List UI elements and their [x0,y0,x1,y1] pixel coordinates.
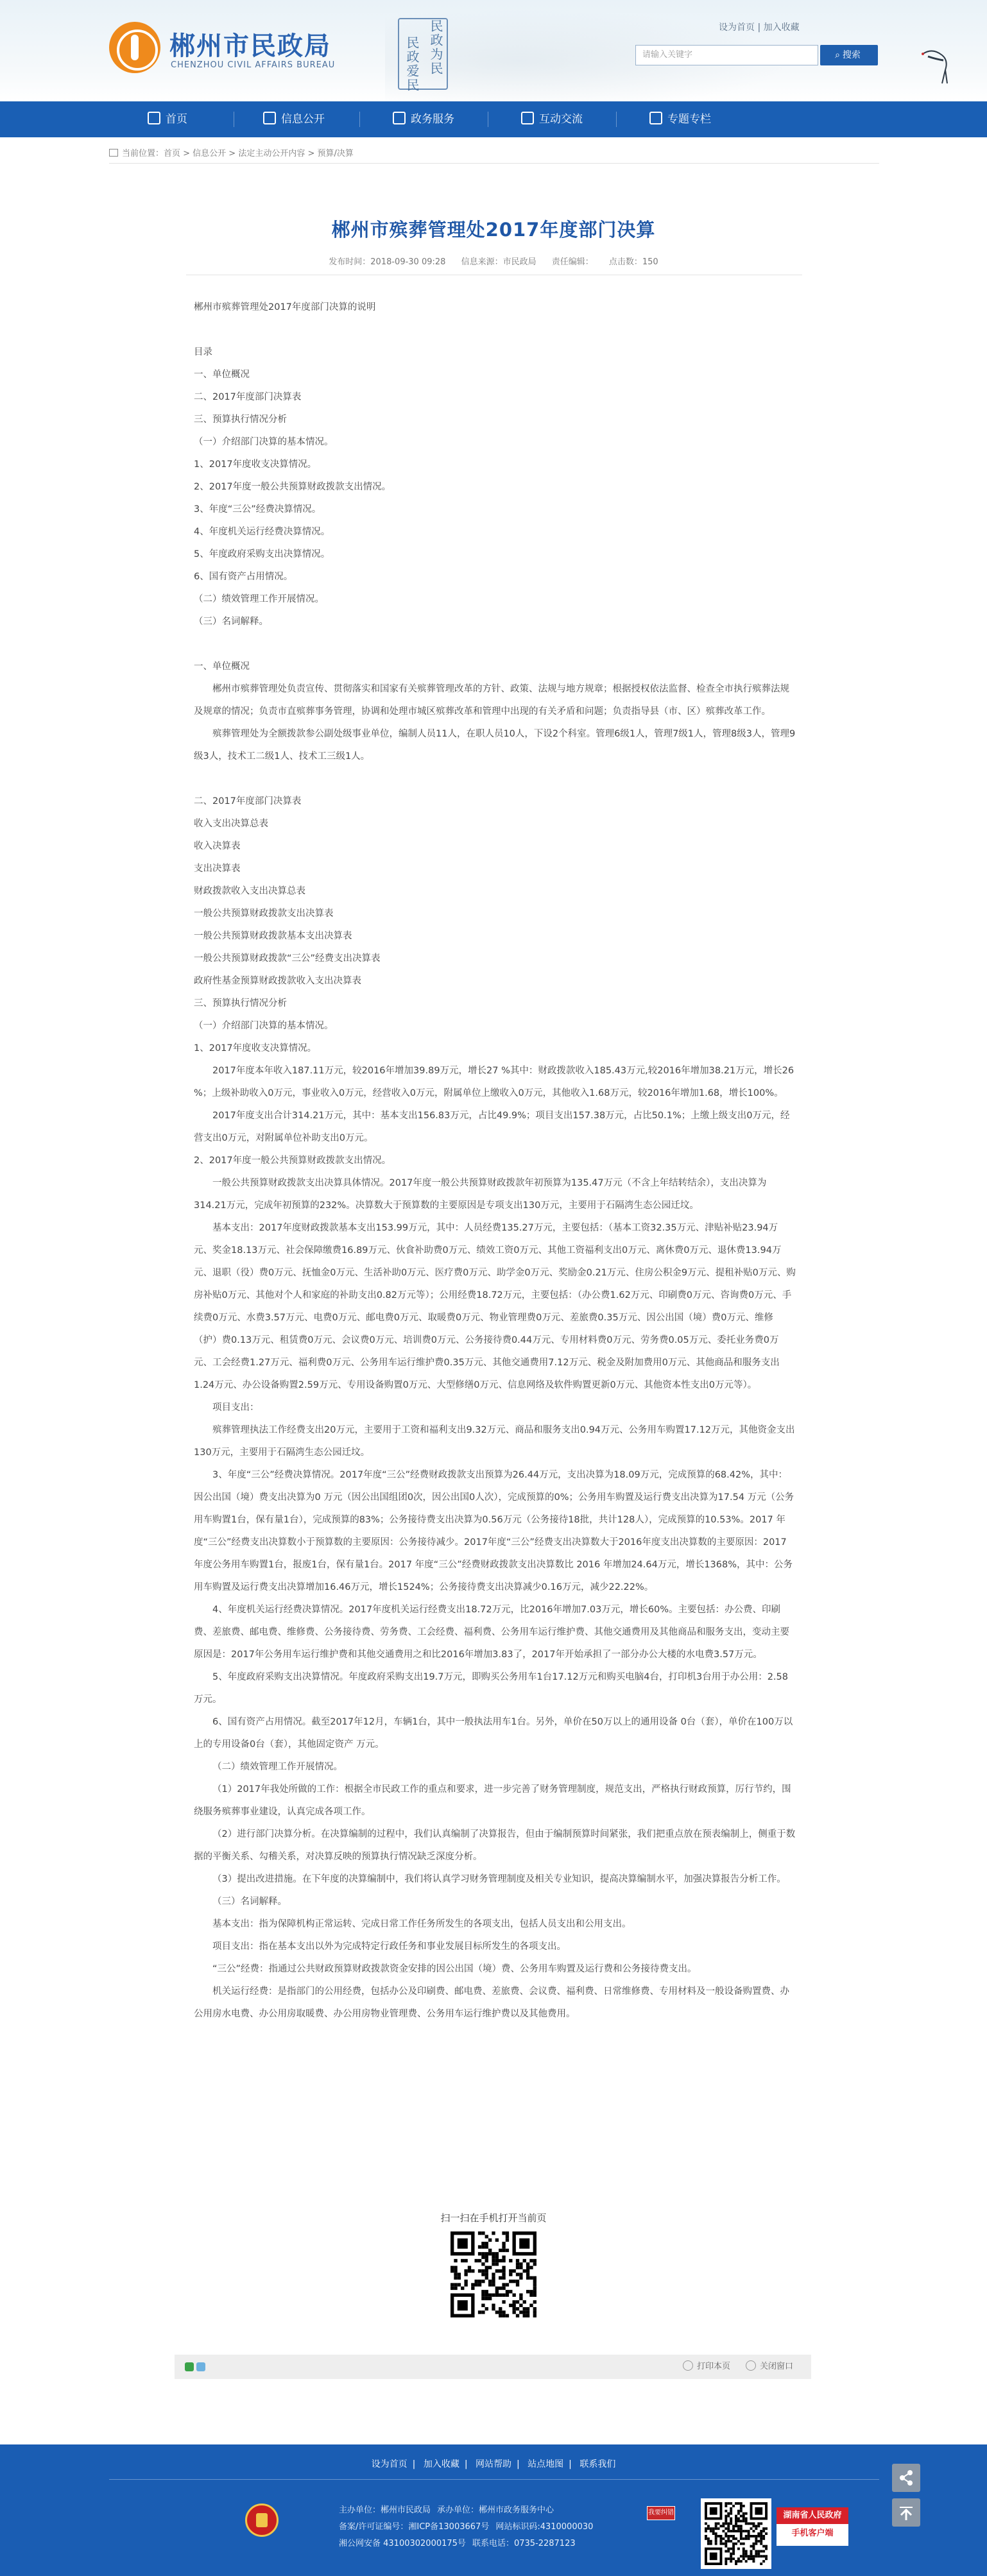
site-header [0,0,987,101]
footer-link[interactable]: 站点地图 [528,2459,564,2469]
footer-divider [109,2479,879,2480]
article-paragraph: 殡葬管理处为全额拨款参公副处级事业单位，编制人员11人，在职人员10人，下设2个科室。管理6级1人，管理7级1人，管理8级3人，管理9级3人，技术工二级1人、技术工三级1人。 [194,729,796,762]
article-paragraph: 二、2017年度部门决算表 [194,392,302,402]
article-paragraph: 支出决算表 [194,864,241,874]
site-logo-icon[interactable] [109,22,160,73]
article-paragraph: （3）提出改进措施。在下年度的决算编制中，我们将认真学习财务管理制度及相关专业知识，提高决算编制水平，加强决算报告分析工作。 [212,1874,786,1884]
article-paragraph: 2、2017年度一般公共预算财政拨款支出情况。 [194,482,391,492]
divider [109,163,879,164]
footer-link[interactable]: 加入收藏 [423,2459,459,2469]
article-paragraph: 目录 [194,347,212,357]
share-float-button[interactable] [892,2464,920,2492]
article-paragraph: 6、国有资产占用情况。截至2017年12月，车辆1台，其中一般执法用车1台。另外，单价在50万以上的通用设备 0台（套），单价在100万以上的专用设备0台（套），其他固定资产 万元。 [194,1717,793,1750]
article-paragraph: 4、年度机关运行经费决算情况。2017年度机关运行经费支出18.72万元，比2016年增加7.03万元，增长60%。主要包括：办公费、印刷费、差旅费、邮电费、维修费、公务接待费、劳务费、工会经费、福利费、公务用车运行维护费、其他交通费用及其他商品和服务支出，变动主要原因是：2017年公务用车运行维护费和其他交通费用之和比2016年增加3.83了，2017年开始承担了一部分办公大楼的水电费3.57万元。 [194,1605,789,1660]
footer-info [339,2502,599,2552]
article-paragraph: 财政拨款收入支出决算总表 [194,886,305,896]
nav-gov-service-label: 政务服务 [411,113,454,126]
blank-line [194,768,796,790]
arrow-up-icon [892,2498,920,2527]
article-paragraph: 1、2017年度收支决算情况。 [194,459,317,470]
top-links[interactable]: 设为首页 | 加入收藏 [719,22,800,33]
page-qr-code [451,2231,536,2317]
footer-link[interactable]: 联系我们 [579,2459,616,2469]
gov-app-subtitle: 手机客户端 [791,2529,834,2538]
article-paragraph: 5、年度政府采购支出决算情况。年度政府采购支出19.7万元，即购买公务用车1台17.12万元和购买电脑4台，打印机3台用于办公用：2.58万元。 [194,1672,788,1705]
site-subtitle: CHENZHOU CIVIL AFFAIRS BUREAU [171,60,336,70]
nav-divider [359,112,360,127]
article-paragraph: 收入支出决算总表 [194,819,268,829]
article-paragraph: 一般公共预算财政拨款支出决算表 [194,908,334,919]
qr-code-icon [451,2231,536,2317]
footer-sponsor: 主办单位：郴州市民政局 [339,2505,431,2515]
article-paragraph: 基本支出：指为保障机构正常运转、完成日常工作任务所发生的各项支出，包括人员支出和公用支出。 [212,1919,631,1929]
breadcrumb-path[interactable]: 首页 > 信息公开 > 法定主动公开内容 > 预算/决算 [164,149,354,158]
article-paragraph: 2、2017年度一般公共预算财政拨款支出情况。 [194,1156,391,1166]
share-icon [892,2464,920,2492]
home-icon [109,149,118,157]
article-paragraph: 殡葬管理执法工作经费支出20万元，主要用于工资和福利支出9.32万元、商品和服务支出0.94万元、公务用车购置17.12万元，其他资金支出130万元，主要用于石隔湾生态公园迁坟。 [194,1425,795,1458]
breadcrumb [109,146,354,158]
nav-info-public-label: 信息公开 [281,113,325,126]
article-paragraph: （一）介绍部门决算的基本情况。 [194,1021,334,1031]
nav-divider [616,112,617,127]
article-paragraph: 2017年度本年收入187.11万元，较2016年增加39.89万元，增长27 %其中：财政拨款收入185.43万元,较2016年增加38.21万元，增长26 %；上级补助收入0万元，事业收入0万元，经营收入0万元，附属单位上缴收入0万元，其他收入1.68万元，较2016年增加1.68，增长100%。 [194,1066,794,1098]
nav-interaction-label: 互动交流 [539,113,583,126]
footer-link[interactable]: 设为首页 [371,2459,408,2469]
article-paragraph: （2）进行部门决算分析。在决算编制的过程中，我们认真编制了决算报告，但由于编制预算时间紧张，我们把重点放在预表编制上，侧重于数据的平衡关系、勾稽关系，对决算反映的预算执行情况缺乏深度分析。 [194,1829,796,1862]
search-button[interactable] [820,45,878,65]
article-paragraph: 基本支出：2017年度财政拨款基本支出153.99万元，其中：人员经费135.27万元，主要包括：（基本工资32.35万元、津贴补贴23.94万元、奖金18.13万元、社会保障缴费16.89万元、伙食补助费0万元、绩效工资0万元、其他工资福利支出0万元、离休费0万元、退休费13.94万元、退职（役）费0万元、抚恤金0万元、生活补助0万元、医疗费0万元、助学金0万元、奖励金0.21万元、住房公积金9万元、提租补贴0万元、购房补贴0万元、其他对个人和家庭的补助支出0.82万元等）；公用经费18.72万元，主要包括：（办公费1.62万元、印刷费0万元、咨询费0万元、手续费0万元、水费3.57万元、电费0万元、邮电费0万元、取暖费0万元、物业管理费0万元、差旅费0.35万元、因公出国（境）费0万元、维修（护）费0.13万元、租赁费0万元、会议费0万元、培训费0万元、公务接待费0.44万元、专用材料费0万元、劳务费0.05万元、委托业务费0万元、工会经费1.27万元、福利费0万元、公务用车运行维护费0.35万元、其他交通费用7.12万元、税金及附加费用0万元、其他商品和服务支出1.24万元、办公设备购置2.59万元、专用设备购置0万元、大型修缮0万元、信息网络及软件购置更新0万元、其他资本性支出0万元等）。 [194,1223,796,1390]
breadcrumb-prefix: 当前位置： [122,149,164,158]
article-paragraph: 一般公共预算财政拨款支出决算具体情况。2017年度一般公共预算财政拨款年初预算为135.47万元（不含上年结转结余），支出决算为314.21万元，完成年初预算的232%。决算数大于预算数的主要原因是专项支出130万元，主要用于石隔湾生态公园迁坟。 [194,1178,767,1211]
qr-code-icon [705,2502,768,2565]
article-paragraph: 3、年度“三公”经费决算情况。 [194,504,322,515]
article-paragraph: （1）2017年我处所做的工作：根据全市民政工作的重点和要求，进一步完善了财务管理制度，规范支出，严格执行财政预算，厉行节约，围绕服务殡葬事业建设，认真完成各项工作。 [194,1784,791,1817]
site-footer [0,2444,987,2576]
nav-info-public[interactable] [263,101,325,137]
nav-home-label: 首页 [166,113,187,126]
article-paragraph: 项目支出：指在基本支出以外为完成特定行政任务和事业发展目标所发生的各项支出。 [212,1941,566,1952]
article-paragraph: 三、预算执行情况分析 [194,998,287,1009]
article-paragraph: 二、2017年度部门决算表 [194,796,302,806]
article-paragraph: 一般公共预算财政拨款基本支出决算表 [194,931,352,941]
article-paragraph: 6、国有资产占用情况。 [194,572,293,582]
article-paragraph: （二）绩效管理工作开展情况。 [212,1762,343,1772]
layers-icon [649,112,662,124]
article-paragraph: （一）介绍部门决算的基本情况。 [194,437,334,447]
blank-line [194,633,796,656]
blank-line [194,319,796,341]
search-input[interactable]: 请输入关键字 [635,45,818,65]
share-bar [175,2355,811,2379]
main-nav [0,101,987,137]
nav-gov-service[interactable] [393,101,454,137]
nav-special[interactable] [649,101,711,137]
site-title[interactable]: 郴州市民政局 [169,31,331,61]
article-paragraph: “三公”经费：指通过公共财政预算财政拨款资金安排的因公出国（境）费、公务用车购置及运行费和公务接待费支出。 [212,1964,697,1974]
wechat-share-icon[interactable] [185,2362,194,2371]
footer-link[interactable]: 网站帮助 [476,2459,511,2469]
article-paragraph: 项目支出： [212,1403,259,1413]
footer-phone: 联系电话：0735-2287123 [472,2539,576,2548]
article-paragraph: 1、2017年度收支决算情况。 [194,1043,317,1053]
gov-app-title: 湖南省人民政府 [777,2507,848,2524]
slogan-text-1: 民政为民 [428,19,443,76]
article-meta [0,255,987,267]
nav-home[interactable] [148,101,187,137]
edit-icon [393,112,406,124]
article-paragraph: 三、预算执行情况分析 [194,414,287,425]
nav-special-label: 专题专栏 [667,113,711,126]
article-paragraph: 一、单位概况 [194,370,250,380]
document-icon [263,112,276,124]
nav-interaction[interactable] [521,101,583,137]
home-icon [148,112,160,124]
party-emblem-icon[interactable] [245,2503,279,2537]
article-paragraph: 4、年度机关运行经费决算情况。 [194,527,330,537]
article-body [194,296,796,2026]
close-window-button[interactable]: 关闭窗口 [746,2355,793,2379]
footer-icp[interactable]: 备案/许可证编号：湘ICP备13003667号 [339,2522,490,2532]
view-count: 点击数：150 [608,257,658,267]
print-button[interactable]: 打印本页 [683,2355,730,2379]
back-to-top-button[interactable] [892,2498,920,2527]
footer-site-code: 网站标识码:4310000030 [495,2522,594,2532]
footer-links: 设为首页 | 加入收藏 | 网站帮助 | 站点地图 | 联系我们 [371,2459,616,2469]
chat-icon [521,112,534,124]
qr-caption: 扫一扫在手机打开当前页 [440,2212,547,2224]
search-button-label: 搜索 [842,50,861,60]
crane-decoration-icon [916,41,961,86]
article-paragraph: 政府性基金预算财政拨款收入支出决算表 [194,976,361,986]
weibo-share-icon[interactable] [196,2362,205,2371]
article-paragraph: 郴州市殡葬管理处负责宣传、贯彻落实和国家有关殡葬管理改革的方针、政策、法规与地方规章；根据授权依法监督、检查全市执行殡葬法规及规章的情况；负责市直殡葬事务管理，协调和处理市城区殡葬改革和管理中出现的有关矛盾和问题；负责指导县（市、区）殡葬改革工作。 [194,684,789,717]
article-paragraph: 收入决算表 [194,841,241,851]
article-paragraph: 机关运行经费：是指部门的公用经费，包括办公及印刷费、邮电费、差旅费、会议费、福利费、日常维修费、专用材料及一般设备购置费、办公用房水电费、办公用房取暖费、办公用房物业管理费、公务用车运行维护费以及其他费用。 [194,1986,789,2019]
info-source: 信息来源：市民政局 [461,257,536,267]
search-icon: ⌕ [835,50,840,60]
article-paragraph: 一、单位概况 [194,661,250,672]
footer-police[interactable]: 湘公网安备 43100302000175号 [339,2539,466,2548]
article-paragraph: （三）名词解释。 [212,1897,287,1907]
article-paragraph: 5、年度政府采购支出决算情况。 [194,549,330,559]
article-paragraph: 3、年度“三公”经费决算情况。2017年度“三公”经费财政拨款支出预算为26.44万元，支出决算为18.09万元，完成预算的68.42%，其中：因公出国（境）费支出决算为0 万元（因公出国组团0次，因公出国0人次），完成预算的0%；公务用车购置及运行费支出决算为17.54 万元（公务用车购置1台，保有量1台），完成预算的83%；公务接待费支出决算为0.56万元（公务接待18批，共计128人），完成预算的10.53%。2017 年度“三公”经费支出决算数小于预算数的主要原因：公务接待减少。2017年度“三公”经费支出决算数大于2016年度支出决算数的主要原因：2017年度公务用车购置1台，报废1台，保有量1台。2017 年度“三公”经费财政拨款支出决算数比 2016 年增加24.64万元，增长1368%，其中：公务用车购置及运行费支出决算增加16.46万元，增长1524%；公务接待费支出决算减少0.16万元，减少22.22%。 [194,1470,794,1592]
article-paragraph: （三）名词解释。 [194,617,268,627]
editor: 责任编辑： [551,257,594,267]
article-title: 郴州市殡葬管理处2017年度部门决算 [331,219,656,241]
footer-qr-code [701,2498,771,2569]
article-paragraph: 一般公共预算财政拨款“三公”经费支出决算表 [194,953,381,964]
article-paragraph: 郴州市殡葬管理处2017年度部门决算的说明 [194,302,376,312]
publish-time: 发布时间：2018-09-30 09:28 [329,257,446,267]
slogan-text-2: 民政爱民 [404,36,420,92]
gov-app-badge[interactable] [777,2507,848,2546]
article-paragraph: （二）绩效管理工作开展情况。 [194,594,324,604]
error-report-button[interactable]: 我要纠错 [647,2506,675,2520]
article-paragraph: 2017年度支出合计314.21万元，其中：基本支出156.83万元，占比49.9%；项目支出157.38万元，占比50.1%；上缴上级支出0万元，经营支出0万元，对附属单位补助支出0万元。 [194,1111,790,1143]
footer-organizer: 承办单位：郴州市政务服务中心 [437,2505,554,2515]
